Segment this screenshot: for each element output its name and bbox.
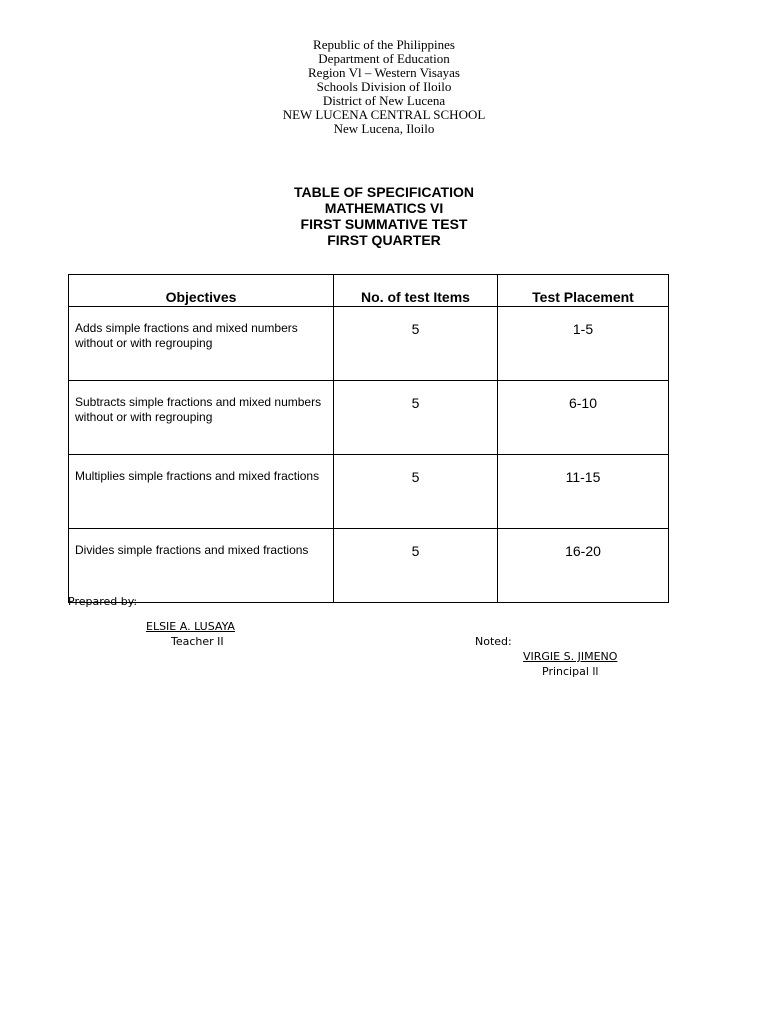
title-line-3: FIRST SUMMATIVE TEST [300, 216, 468, 232]
objective-cell: Divides simple fractions and mixed fractions [69, 529, 334, 603]
items-cell: 5 [334, 455, 498, 529]
header-line-region: Region Vl – Western Visayas [308, 65, 460, 80]
noter-title: Principal ll [542, 665, 599, 678]
title-line-4: FIRST QUARTER [327, 232, 441, 248]
header-test-items: No. of test Items [334, 275, 498, 307]
objective-cell: Multiplies simple fractions and mixed fractions [69, 455, 334, 529]
header-line-department: Department of Education [318, 51, 450, 66]
placement-cell: 1-5 [498, 307, 669, 381]
table-header-row [69, 275, 669, 307]
preparer-title: Teacher II [171, 635, 224, 648]
table-row [69, 381, 669, 455]
header-test-placement: Test Placement [498, 275, 669, 307]
table-row [69, 529, 669, 603]
header-line-republic: Republic of the Philippines [313, 37, 455, 52]
table-row [69, 455, 669, 529]
items-cell: 5 [334, 381, 498, 455]
header-line-division: Schools Division of Iloilo [316, 79, 452, 94]
header-line-district: District of New Lucena [322, 93, 446, 108]
title-line-2: MATHEMATICS VI [324, 200, 444, 216]
header-objectives: Objectives [69, 275, 334, 307]
placement-cell: 11-15 [498, 455, 669, 529]
objective-cell: Adds simple fractions and mixed numbers without or with regrouping [69, 307, 334, 381]
title-line-1: TABLE OF SPECIFICATION [294, 184, 474, 200]
school-header [0, 38, 768, 136]
specification-table [68, 274, 669, 603]
items-cell: 5 [334, 307, 498, 381]
header-line-school: NEW LUCENA CENTRAL SCHOOL [282, 107, 486, 122]
objective-cell: Subtracts simple fractions and mixed numbers without or with regrouping [69, 381, 334, 455]
noted-label: Noted: [475, 635, 512, 648]
placement-cell: 6-10 [498, 381, 669, 455]
items-cell: 5 [334, 529, 498, 603]
placement-cell: 16-20 [498, 529, 669, 603]
document-title [0, 184, 768, 248]
header-line-address: New Lucena, Iloilo [333, 121, 435, 136]
preparer-name: ELSIE A. LUSAYA [146, 620, 235, 633]
prepared-by-label: Prepared by: [68, 595, 138, 608]
noter-name: VIRGIE S. JIMENO [523, 650, 618, 663]
table-row [69, 307, 669, 381]
